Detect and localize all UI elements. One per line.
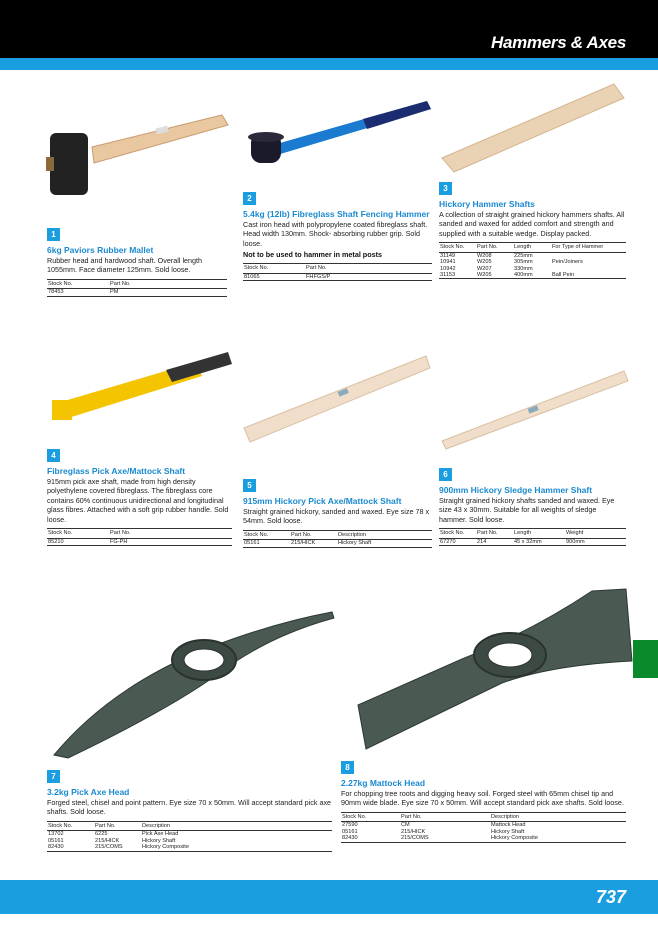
column-header: Part No.	[94, 821, 141, 831]
column-header: Stock No.	[243, 530, 290, 540]
table-cell: 10942	[440, 265, 456, 272]
product-description: A collection of straight grained hickory hammers shafts. All sanded and waxed for added comfort and strength and supplied with a suitable wedge. Display packed.	[439, 210, 625, 238]
table-cell: 85210	[47, 538, 109, 545]
table-cell: 215/COMS	[400, 835, 490, 842]
column-header: Description	[490, 812, 626, 822]
table-cell: W205	[476, 272, 513, 279]
table-header-row	[243, 264, 432, 274]
table-cell: 45 x 32mm	[513, 538, 565, 545]
product-title: Fibreglass Pick Axe/Mattock Shaft	[47, 466, 186, 476]
product-description: Straight grained hickory shafts sanded and waxed. Eye size 43 x 30mm. Suitable for all weights of sledge hammer. Sold loose.	[439, 496, 615, 524]
product-description: Forged steel, chisel and point pattern. Eye size 70 x 50mm. Will accept standard pick axe shafts. Sold loose.	[47, 798, 332, 817]
fencing-hammer-image	[243, 97, 433, 175]
table-header-row	[439, 529, 626, 539]
table-header-row	[439, 243, 626, 253]
product-title: 6kg Paviors Rubber Mallet	[47, 245, 154, 255]
table-cell: PM	[109, 289, 227, 296]
product-title: 915mm Hickory Pick Axe/Mattock Shaft	[243, 496, 402, 506]
product-description: 915mm pick axe shaft, made from high density polyethylene covered fibreglass. The fibreglass core contains 60% continuous unidirectional and longitudinal glass fibres. Attached with a soft grip rubber handle. Sold loose.	[47, 477, 229, 524]
column-header: Length	[513, 529, 565, 539]
table-cell: 31153	[439, 272, 476, 279]
table-cell: 225mm	[514, 252, 533, 259]
column-header: Part No.	[476, 243, 513, 253]
product-number-badge: 2	[243, 192, 256, 205]
column-header: Part No.	[305, 264, 432, 274]
page-title: Hammers & Axes	[490, 33, 626, 52]
product-description: Straight grained hickory, sanded and waxed. Eye size 78 x 54mm. Sold loose.	[243, 507, 430, 526]
product-number-badge: 7	[47, 770, 60, 783]
table-cell: 82430	[47, 844, 94, 851]
table-cell: 67270	[439, 538, 476, 545]
table-cell: Hickory Shaft	[142, 837, 176, 844]
product-4	[47, 445, 232, 546]
table-cell: CM	[401, 822, 410, 829]
footer-bar	[0, 880, 658, 914]
product-number-badge: 1	[47, 228, 60, 241]
column-header: Weight	[565, 529, 626, 539]
header-bar	[0, 0, 658, 58]
table-row	[439, 272, 626, 279]
column-header: Length	[513, 243, 551, 253]
table-cell: 305mm	[514, 259, 533, 266]
column-header: Stock No.	[341, 812, 400, 822]
spec-table	[243, 530, 432, 548]
table-cell	[551, 252, 626, 259]
product-number-badge: 6	[439, 468, 452, 481]
table-cell: 330mm	[514, 265, 533, 272]
table-cell: 10941	[440, 259, 456, 266]
table-row	[47, 831, 332, 838]
table-header-row	[341, 812, 626, 822]
product-3	[439, 178, 626, 279]
table-cell: Ball Pein	[551, 272, 626, 279]
section-tab	[633, 640, 658, 678]
table-cell: Hickory Composite	[490, 835, 626, 842]
table-cell: W205	[477, 259, 492, 266]
column-header: Stock No.	[47, 529, 109, 539]
table-row	[47, 289, 227, 296]
table-cell: FHFGS/P	[305, 273, 432, 280]
product-6	[439, 464, 626, 546]
table-cell: 215/HICK	[401, 828, 426, 835]
product-1	[47, 224, 227, 297]
product-number-badge: 5	[243, 479, 256, 492]
table-row	[47, 538, 232, 545]
product-2	[243, 188, 432, 281]
table-cell: Pein/Joiners	[552, 259, 583, 266]
table-cell: W207	[477, 265, 492, 272]
table-row	[47, 844, 332, 851]
spec-table	[243, 263, 432, 281]
product-title: 5.4kg (12lb) Fibreglass Shaft Fencing Hammer	[243, 209, 430, 219]
table-cell: 27590	[342, 822, 358, 829]
table-header-row	[47, 529, 232, 539]
product-number-badge: 3	[439, 182, 452, 195]
column-header: Description	[337, 530, 432, 540]
table-cell: Hickory Shaft	[491, 828, 525, 835]
spec-table	[47, 821, 332, 852]
product-title: 2.27kg Mattock Head	[341, 778, 426, 788]
product-number-badge: 4	[47, 449, 60, 462]
mattock-head-image	[342, 585, 637, 760]
table-cell: W208	[477, 252, 492, 259]
table-cell: 215/COMS	[94, 844, 141, 851]
spec-table	[439, 528, 626, 546]
page-number: 737	[595, 887, 626, 907]
table-cell: 900mm	[565, 538, 626, 545]
table-row	[341, 835, 626, 842]
table-header-row	[47, 279, 227, 289]
product-title: 3.2kg Pick Axe Head	[47, 787, 130, 797]
table-cell: 82430	[341, 835, 400, 842]
table-row	[439, 252, 626, 259]
spec-table	[47, 279, 227, 297]
column-header: Stock No.	[47, 279, 109, 289]
table-cell: 215/HICK	[95, 837, 120, 844]
column-header: Description	[141, 821, 332, 831]
column-header: Stock No.	[439, 529, 476, 539]
table-cell: 13702	[48, 831, 64, 838]
sledge-hammer-shaft-image	[438, 365, 630, 450]
table-row	[243, 540, 432, 547]
table-cell: Pick Axe Head	[142, 831, 179, 838]
product-warning-note: Not to be used to hammer in metal posts	[243, 250, 382, 260]
product-8	[341, 757, 626, 843]
spec-table	[439, 242, 626, 279]
rubber-mallet-image	[42, 105, 234, 200]
table-cell: Hickory Composite	[141, 844, 332, 851]
hickory-hammer-shafts-image	[438, 80, 628, 175]
product-number-badge: 8	[341, 761, 354, 774]
table-cell: 31149	[440, 252, 456, 259]
column-header: Stock No.	[243, 264, 305, 274]
column-header: For Type of Hammer	[551, 243, 626, 253]
product-description: Cast iron head with polypropylene coated fibreglass shaft. Head width 130mm. Shock- absorbing rubber grip. Sold loose.	[243, 220, 428, 248]
spec-table	[341, 812, 626, 843]
column-header: Part No.	[290, 530, 337, 540]
table-cell: 215/HICK	[290, 540, 337, 547]
table-cell: 400mm	[513, 272, 551, 279]
product-title: Hickory Hammer Shafts	[439, 199, 535, 209]
table-header-row	[47, 821, 332, 831]
column-header: Stock No.	[439, 243, 476, 253]
product-title: 900mm Hickory Sledge Hammer Shaft	[439, 485, 593, 495]
table-cell: 6225	[95, 831, 108, 838]
column-header: Part No.	[109, 529, 232, 539]
table-row	[341, 822, 626, 829]
table-cell: FG-PH	[109, 538, 232, 545]
pick-axe-shaft-image	[240, 350, 432, 445]
pick-axe-head-image	[48, 590, 338, 760]
table-header-row	[243, 530, 432, 540]
table-cell: Mattock Head	[491, 822, 526, 829]
column-header: Part No.	[400, 812, 490, 822]
table-row	[243, 273, 432, 280]
table-cell: 05161	[243, 540, 290, 547]
column-header: Stock No.	[47, 821, 94, 831]
table-cell: 05161	[342, 828, 358, 835]
table-cell: 05161	[48, 837, 64, 844]
product-7	[47, 766, 332, 852]
product-description: Rubber head and hardwood shaft. Overall length 1055mm. Face diameter 125mm. Sold loose.	[47, 256, 203, 275]
table-cell: 81065	[243, 273, 305, 280]
table-cell: 78453	[47, 289, 109, 296]
column-header: Part No.	[109, 279, 227, 289]
product-5	[243, 475, 432, 548]
column-header: Part No.	[476, 529, 513, 539]
table-cell: 214	[476, 538, 513, 545]
product-description: For chopping tree roots and digging heavy soil. Forged steel with 65mm chisel tip and 90mm wide blade. Eye size 70 x 50mm. Will accept standard pick axe shafts. Sold loose.	[341, 789, 624, 808]
table-row	[439, 538, 626, 545]
header-stripe	[0, 58, 658, 70]
spec-table	[47, 528, 232, 546]
table-cell: Hickory Shaft	[337, 540, 432, 547]
fibreglass-shaft-image	[46, 348, 236, 423]
